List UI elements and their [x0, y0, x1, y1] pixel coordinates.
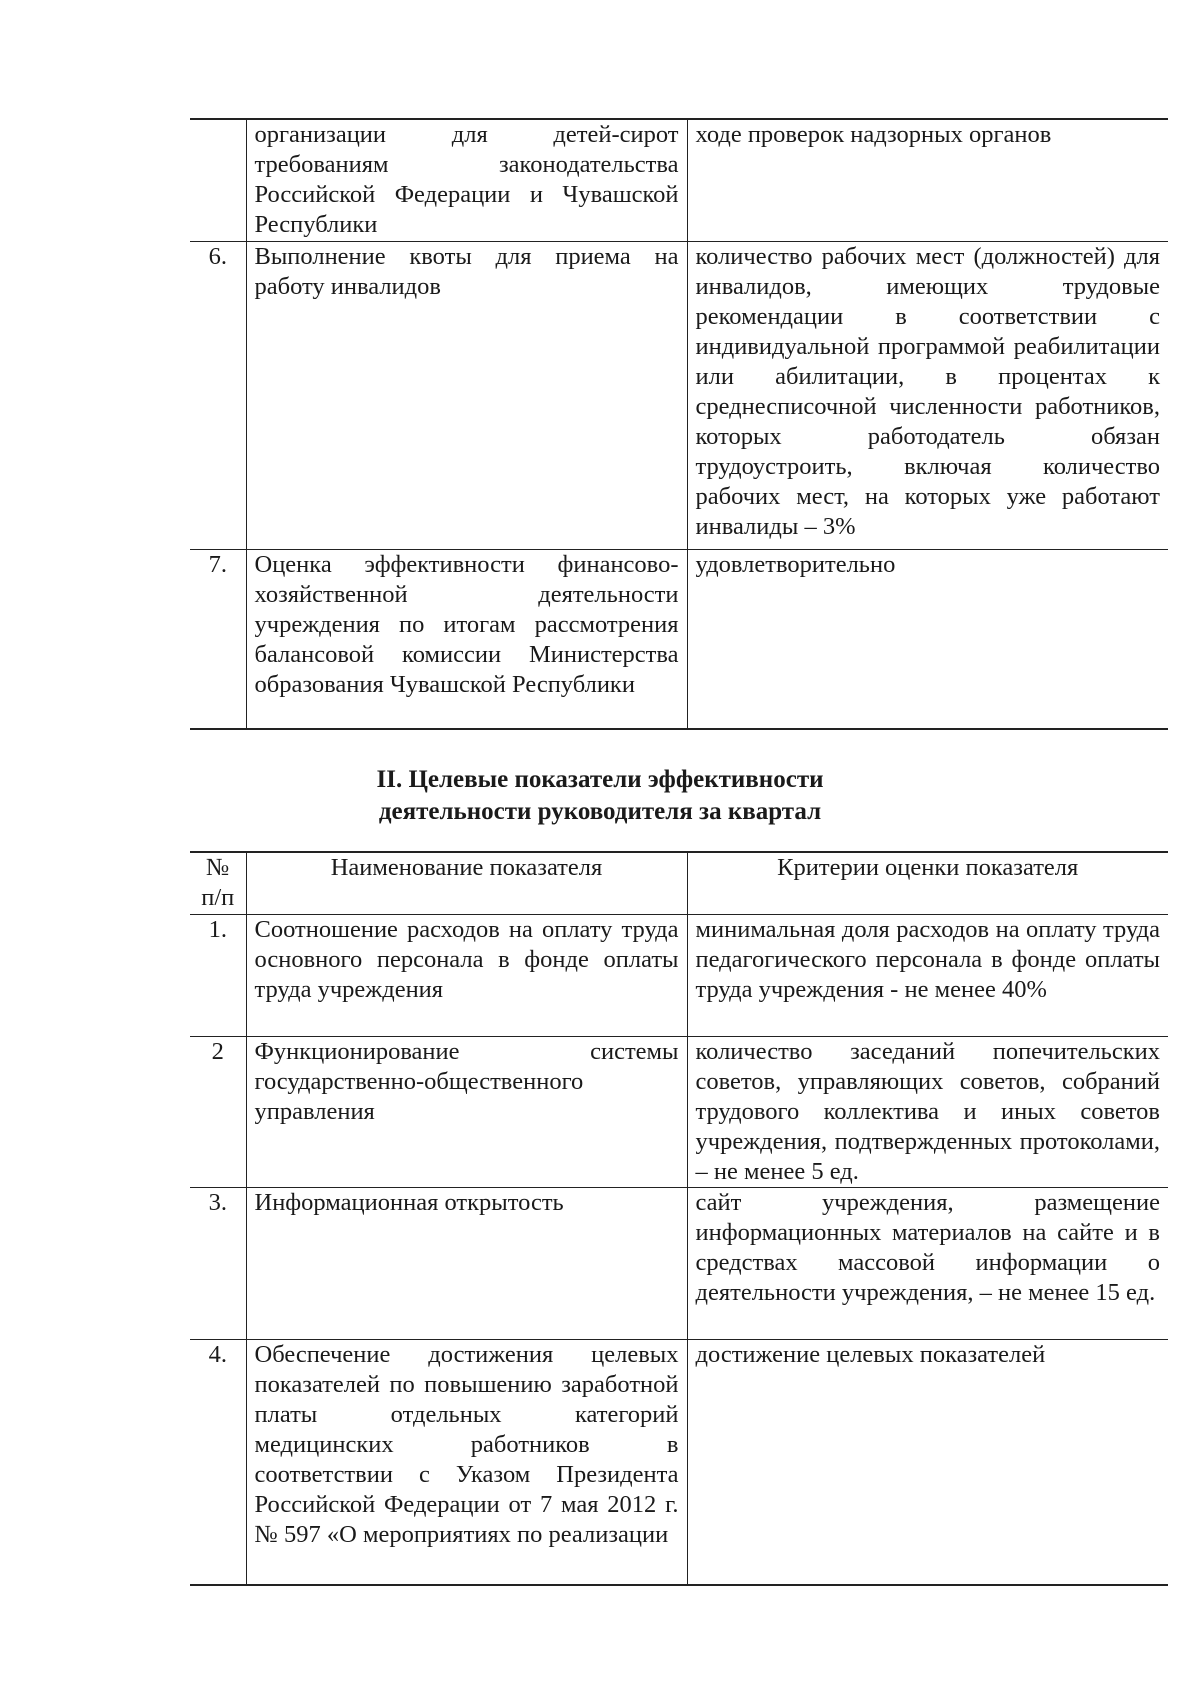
header-criteria: Критерии оценки показателя [687, 852, 1168, 914]
indicator-criteria: ходе проверок надзорных органов [687, 119, 1168, 241]
row-number [190, 119, 246, 241]
row-number: 7. [190, 549, 246, 729]
row-number: 6. [190, 241, 246, 549]
target-indicators-table [190, 851, 1168, 1586]
indicator-criteria: удовлетворительно [687, 549, 1168, 729]
table-row [190, 549, 1168, 729]
indicator-criteria: минимальная доля расходов на оплату труда педагогического персонала в фонде оплаты труда учреждения - не менее 40% [687, 914, 1168, 1036]
indicator-name: Оценка эффективности финансово-хозяйственной деятельности учреждения по итогам рассмотрения балансовой комиссии Министерства образования Чувашской Республики [246, 549, 687, 729]
row-number: 4. [190, 1339, 246, 1585]
table-header-row [190, 852, 1168, 914]
section-heading-line1: II. Целевые показатели эффективности [376, 766, 824, 793]
header-name: Наименование показателя [246, 852, 687, 914]
indicator-name: Функционирование системы государственно-общественного управления [246, 1036, 687, 1187]
indicator-name: Обеспечение достижения целевых показателей по повышению заработной платы отдельных категорий медицинских работников в соответствии с Указом Президента Российской Федерации от 7 мая 2012 г. № 597 «О мероприятиях по реализации [246, 1339, 687, 1585]
row-number: 2 [190, 1036, 246, 1187]
indicator-criteria: достижение целевых показателей [687, 1339, 1168, 1585]
indicator-name: Соотношение расходов на оплату труда основного персонала в фонде оплаты труда учреждения [246, 914, 687, 1036]
indicator-criteria: количество заседаний попечительских советов, управляющих советов, собраний трудового коллектива и иных советов учреждения, подтвержденных протоколами, – не менее 5 ед. [687, 1036, 1168, 1187]
table-row [190, 1339, 1168, 1585]
table-row [190, 119, 1168, 241]
section-heading-line2: деятельности руководителя за квартал [378, 798, 822, 825]
indicator-name: организации для детей-сирот требованиям законодательства Российской Федерации и Чувашской Республики [246, 119, 687, 241]
table-row [190, 1187, 1168, 1339]
indicator-name: Информационная открытость [246, 1187, 687, 1339]
table-row [190, 241, 1168, 549]
table-row [190, 914, 1168, 1036]
table-row [190, 1036, 1168, 1187]
row-number: 1. [190, 914, 246, 1036]
row-number: 3. [190, 1187, 246, 1339]
header-number: № п/п [190, 852, 246, 914]
indicator-criteria: сайт учреждения, размещение информационных материалов на сайте и в средствах массовой информации о деятельности учреждения, – не менее 15 ед. [687, 1187, 1168, 1339]
indicator-criteria: количество рабочих мест (должностей) для инвалидов, имеющих трудовые рекомендации в соответствии с индивидуальной программой реабилитации или абилитации, в процентах к среднесписочной численности работников, которых работодатель обязан трудоустроить, включая количество рабочих мест, на которых уже работают инвалиды – 3% [687, 241, 1168, 549]
indicator-name: Выполнение квоты для приема на работу инвалидов [246, 241, 687, 549]
indicators-table-continued [190, 118, 1168, 730]
